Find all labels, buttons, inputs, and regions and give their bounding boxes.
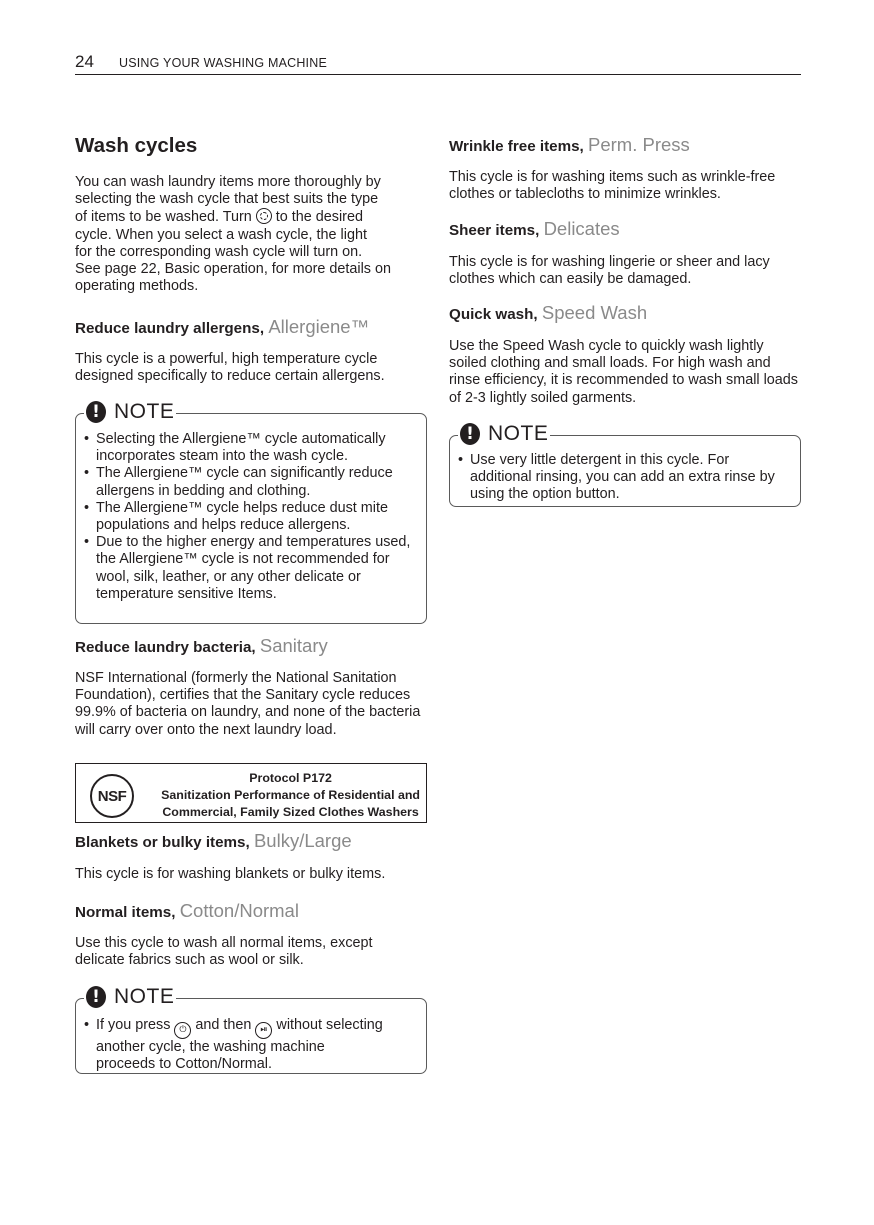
exclamation-icon: !	[86, 986, 106, 1008]
note-speed-wash	[449, 422, 801, 507]
list-item: • Due to the higher energy and temperatures used, the Allergiene™ cycle is not recommended for wool, silk, leather, or any other delicate or temperature sensitive Items.	[84, 534, 420, 603]
perm-press-cycle-name: Perm. Press	[588, 134, 690, 155]
cycle-dial-icon	[256, 208, 272, 224]
note-label: ! NOTE	[84, 983, 176, 1011]
wash-cycles-intro: You can wash laundry items more thoroughly by selecting the wash cycle that best suits the type of items to be washed. Turn to the desired cycle. When you select a wash cycle, the light for the corresponding wash cycle will turn on. See page 22, Basic operation, for more details on operating methods.	[75, 174, 391, 295]
list-item: • The Allergiene™ cycle helps reduce dust mite populations and helps reduce allergens.	[84, 500, 420, 534]
perm-press-heading: Wrinkle free items, Perm. Press	[449, 134, 690, 155]
bulky-cycle-name: Bulky/Large	[253, 830, 352, 851]
list-item: • If you press ⏻ and then ⏯ without selecting another cycle, the washing machine proceeds to Cotton/Normal.	[84, 1017, 420, 1073]
sanitary-cycle-name: Sanitary	[259, 635, 328, 656]
page-number: 24	[75, 52, 94, 71]
nsf-certification-box	[75, 763, 427, 823]
list-item: • Selecting the Allergiene™ cycle automatically incorporates steam into the wash cycle.	[84, 431, 420, 465]
exclamation-icon: !	[86, 401, 106, 423]
bulky-body: This cycle is for washing blankets or bulky items.	[75, 866, 386, 882]
normal-heading: Normal items, Cotton/Normal	[75, 900, 299, 921]
page-header	[75, 52, 801, 75]
speed-wash-cycle-name: Speed Wash	[541, 302, 648, 323]
start-pause-button-icon: ⏯	[255, 1022, 272, 1039]
power-button-icon: ⏻	[174, 1022, 191, 1039]
nsf-logo: NSF	[90, 774, 134, 818]
list-item: • Use very little detergent in this cycle. For additional rinsing, you can add an extra rinse by using the option button.	[458, 452, 794, 504]
perm-press-body: This cycle is for washing items such as wrinkle-free clothes or tablecloths to minimize wrinkles.	[449, 169, 776, 203]
note-cotton-normal-list	[84, 1017, 420, 1073]
note-label: ! NOTE	[458, 420, 550, 448]
exclamation-icon: !	[460, 423, 480, 445]
allergene-body: This cycle is a powerful, high temperature cycle designed specifically to reduce certain allergens.	[75, 351, 385, 385]
delicates-cycle-name: Delicates	[543, 218, 620, 239]
speed-wash-body: Use the Speed Wash cycle to quickly wash lightly soiled clothing and small loads. For high wash and rinse efficiency, it is recommended to wash small loads of 2-3 lightly soiled garments.	[449, 338, 798, 406]
note-allergene	[75, 400, 427, 624]
delicates-body: This cycle is for washing lingerie or sheer and lacy clothes which can easily be damaged.	[449, 254, 770, 288]
sanitary-heading: Reduce laundry bacteria, Sanitary	[75, 635, 328, 656]
note-speed-wash-list	[458, 452, 794, 504]
sanitary-body: NSF International (formerly the National Sanitation Foundation), certifies that the Sanitary cycle reduces 99.9% of bacteria on laundry, and none of the bacteria will carry over onto the next laundry load.	[75, 670, 421, 738]
note-allergene-list	[84, 431, 420, 603]
section-title: USING YOUR WASHING MACHINE	[119, 56, 327, 70]
delicates-heading: Sheer items, Delicates	[449, 218, 620, 239]
wash-cycles-title: Wash cycles	[75, 134, 198, 157]
allergene-cycle-name: Allergiene™	[268, 316, 370, 337]
normal-body: Use this cycle to wash all normal items, except delicate fabrics such as wool or silk.	[75, 935, 373, 969]
note-cotton-normal	[75, 985, 427, 1074]
nsf-protocol-text: Protocol P172 Sanitization Performance of Residential and Commercial, Family Sized Clothes Washers	[161, 771, 420, 819]
note-label: ! NOTE	[84, 398, 176, 426]
normal-cycle-name: Cotton/Normal	[179, 900, 299, 921]
speed-wash-heading: Quick wash, Speed Wash	[449, 302, 648, 323]
list-item: • The Allergiene™ cycle can significantly reduce allergens in bedding and clothing.	[84, 465, 420, 499]
bulky-heading: Blankets or bulky items, Bulky/Large	[75, 830, 352, 851]
allergene-heading: Reduce laundry allergens, Allergiene™	[75, 316, 370, 337]
